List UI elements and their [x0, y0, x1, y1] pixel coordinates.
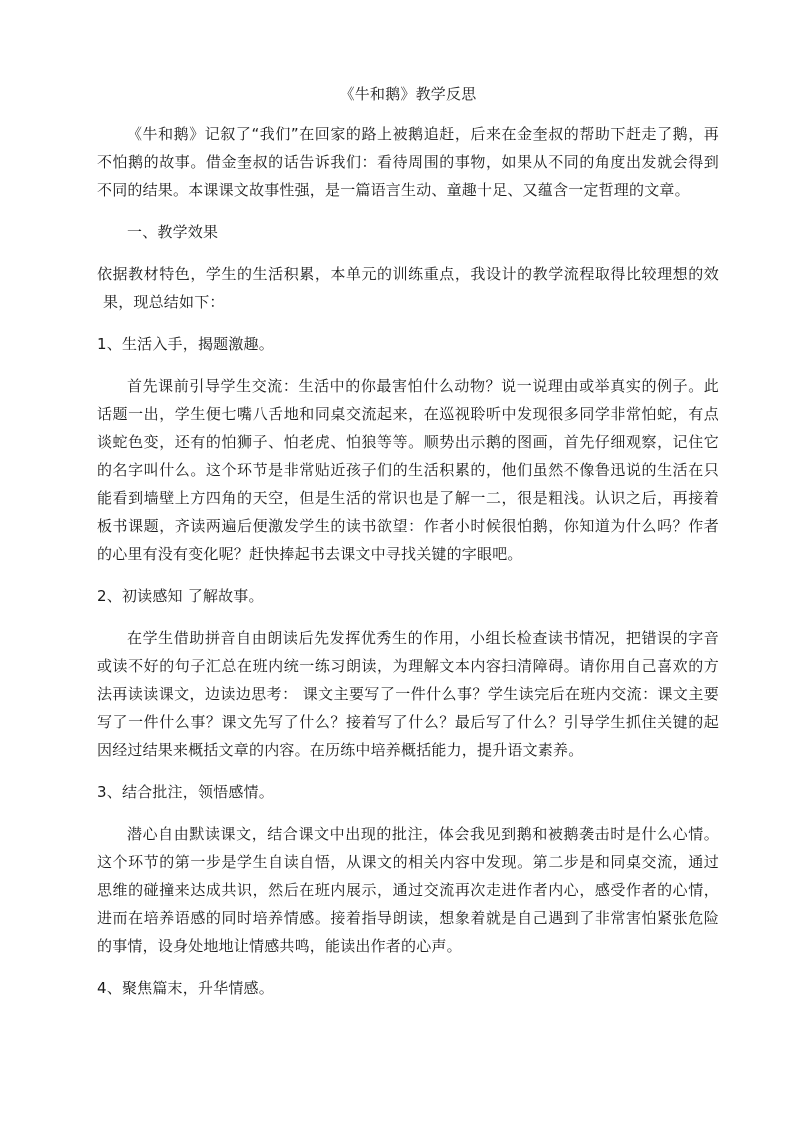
document-body [97, 80, 719, 1016]
point-heading-3: 3、结合批注，领悟感情。 [97, 783, 274, 801]
intro-paragraph: 《牛和鹅》记叙了“我们”在回家的路上被鹅追赶，后来在金奎叔的帮助下赶走了鹅，再不怕鹅的故事。借金奎叔的话告诉我们：看待周围的事物，如果从不同的角度出发就会得到不同的结果。本课课文故事性强，是一篇语言生动、童趣十足、又蕴含一定哲理的文章。 [97, 125, 719, 199]
point-body-3: 潜心自由默读课文，结合课文中出现的批注，体会我见到鹅和被鹅袭击时是什么心情。这个环节的第一步是学生自读自悟，从课文的相关内容中发现。第二步是和同桌交流，通过思维的碰撞来达成共识，然后在班内展示，通过交流再次走进作者内心，感受作者的心情，进而在培养语感的同时培养情感。接着指导朗读，想象着就是自己遇到了非常害怕紧张危险的事情，设身处地地让情感共鸣，能读出作者的心声。 [97, 825, 719, 955]
document-title: 《牛和鹅》教学反思 [339, 85, 477, 103]
point-body-2: 在学生借助拼音自由朗读后先发挥优秀生的作用，小组长检查读书情况，把错误的字音或读不好的句子汇总在班内统一练习朗读，为理解文本内容扫清障碍。请你用自己喜欢的方法再读读课文，边读边思考： 课文主要写了一件什么事？学生读完后在班内交流：课文主要写了一件什么事？课文先写了什么？接着写了什么？最后写了什么？引导学生抓住关键的起因经过结果来概括文章的内容。在历练中培养概括能力，提升语文素养。 [97, 629, 719, 759]
point-heading-2: 2、初读感知 了解故事。 [97, 587, 264, 605]
section-intro-paragraph: 依据教材特色，学生的生活积累，本单元的训练重点，我设计的教学流程取得比较理想的效果，现总结如下： [97, 265, 719, 311]
section-heading-teaching-effect: 一、教学效果 [127, 223, 219, 241]
point-body-1: 首先课前引导学生交流：生活中的你最害怕什么动物？说一说理由或举真实的例子。此话题一出，学生便七嘴八舌地和同桌交流起来，在巡视聆听中发现很多同学非常怕蛇，有点谈蛇色变，还有的怕狮子、怕老虎、怕狼等等。顺势出示鹅的图画，首先仔细观察，记住它的名字叫什么。这个环节是非常贴近孩子们的生活积累的，他们虽然不像鲁迅说的生活在只能看到墙壁上方四角的天空，但是生活的常识也是了解一二，很是粗浅。认识之后，再接着板书课题，齐读两遍后便激发学生的读书欲望：作者小时候很怕鹅，你知道为什么吗？作者的心里有没有变化呢？赶快捧起书去课文中寻找关键的字眼吧。 [97, 377, 719, 563]
point-heading-4: 4、聚焦篇末，升华情感。 [97, 979, 274, 997]
point-heading-1: 1、生活入手，揭题激趣。 [97, 335, 274, 353]
